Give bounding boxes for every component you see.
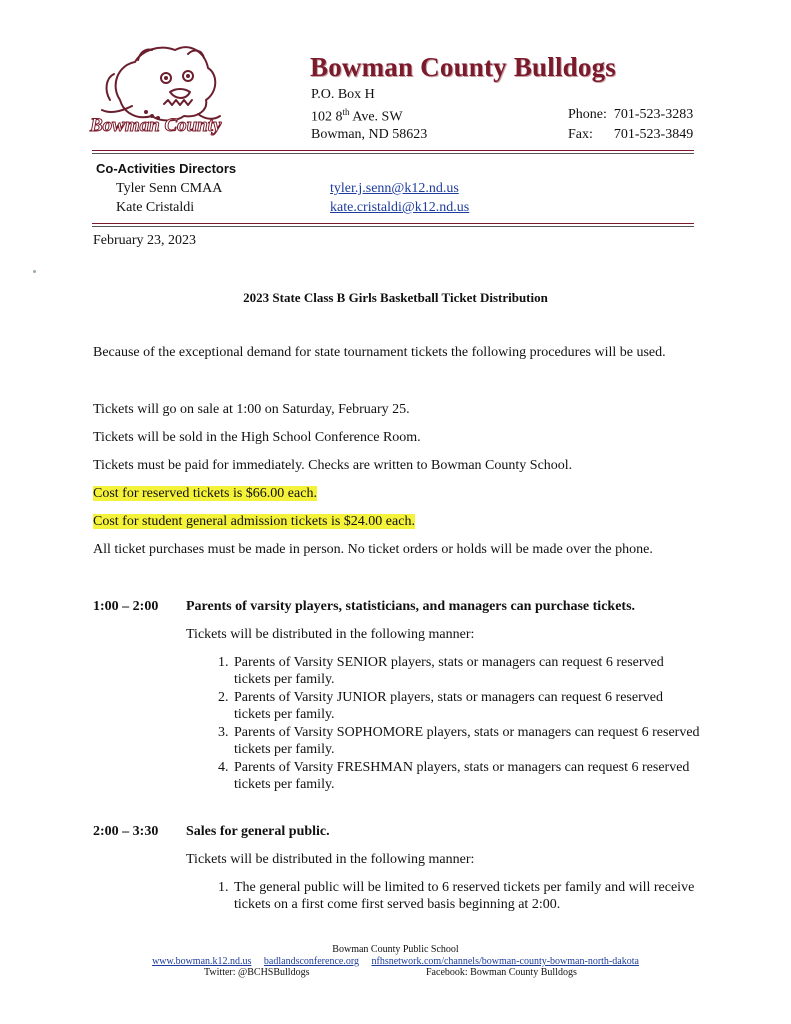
footer-twitter: Twitter: @BCHSBulldogs (204, 967, 310, 978)
list-item: 1. Parents of Varsity SENIOR players, stats or managers can request 6 reserved tickets per family. (232, 654, 702, 688)
footer-link-nfhs[interactable]: nfhsnetwork.com/channels/bowman-county-bowman-north-dakota (371, 956, 639, 967)
phone-number: 701-523-3283 (613, 107, 694, 122)
rule-reserved-cost (93, 486, 317, 502)
header-divider-top (92, 150, 694, 151)
org-name: Bowman County Bulldogs (310, 52, 616, 82)
fax-line (568, 127, 693, 143)
bulldog-logo (80, 30, 240, 140)
director-name-1: Tyler Senn CMAA (116, 181, 223, 196)
intro-paragraph: Because of the exceptional demand for state tournament tickets the following procedures will be used. (93, 345, 666, 360)
rule-sale-time: Tickets will go on sale at 1:00 on Saturday, February 25. (93, 402, 410, 417)
section-2-list (208, 879, 702, 914)
list-item: 1. The general public will be limited to 6 reserved tickets per family and will receive tickets on a first come first served basis beginning at 2:00. (232, 879, 702, 913)
list-item: 3. Parents of Varsity SOPHOMORE players, stats or managers can request 6 reserved tickets per family. (232, 724, 702, 758)
footer-link-school-site[interactable]: www.bowman.k12.nd.us (152, 956, 252, 967)
footer-school: Bowman County Public School (332, 944, 459, 955)
logo-text: Bowman County (90, 115, 222, 136)
footer-facebook: Facebook: Bowman County Bulldogs (426, 967, 577, 978)
footer-links (0, 956, 791, 967)
list-item: 2. Parents of Varsity JUNIOR players, stats or managers can request 6 reserved tickets per family. (232, 689, 702, 723)
bulldog-icon (80, 30, 240, 140)
phone-label: Phone: (568, 107, 607, 122)
header-divider-bottom (92, 153, 694, 154)
directors-divider-top (92, 223, 694, 224)
scan-speck (33, 270, 36, 273)
section-1-subheading: Tickets will be distributed in the following manner: (186, 627, 475, 642)
letter-date: February 23, 2023 (93, 233, 197, 248)
rule-payment: Tickets must be paid for immediately. Checks are written to Bowman County School. (93, 458, 573, 473)
address-line-1: P.O. Box H (311, 87, 375, 102)
address-line-2: 102 8th Ave. SW (311, 107, 403, 125)
reserved-cost-highlight: Cost for reserved tickets is $66.00 each. (93, 486, 317, 501)
director-name-2: Kate Cristaldi (116, 200, 195, 215)
section-2-heading: Sales for general public. (186, 824, 330, 839)
fax-label: Fax: (568, 127, 593, 142)
address-line-3: Bowman, ND 58623 (311, 127, 428, 142)
student-cost-highlight: Cost for student general admission tickets is $24.00 each. (93, 514, 415, 529)
fax-number: 701-523-3849 (613, 127, 694, 142)
directors-heading: Co-Activities Directors (96, 161, 237, 176)
footer-link-conference[interactable]: badlandsconference.org (263, 956, 359, 967)
section-2-time: 2:00 – 3:30 (93, 824, 159, 839)
director-email-1[interactable]: tyler.j.senn@k12.nd.us (330, 181, 459, 196)
section-1-list (208, 654, 702, 794)
phone-line (568, 107, 693, 123)
list-item: 4. Parents of Varsity FRESHMAN players, stats or managers can request 6 reserved tickets per family. (232, 759, 702, 793)
directors-divider-bottom (92, 226, 694, 227)
section-2-subheading: Tickets will be distributed in the following manner: (186, 852, 475, 867)
rule-in-person: All ticket purchases must be made in person. No ticket orders or holds will be made over the phone. (93, 542, 653, 557)
rule-student-cost (93, 514, 415, 530)
section-1-heading: Parents of varsity players, statisticians, and managers can purchase tickets. (186, 599, 636, 614)
document-title: 2023 State Class B Girls Basketball Ticket Distribution (243, 290, 548, 305)
director-email-2[interactable]: kate.cristaldi@k12.nd.us (330, 200, 470, 215)
section-1-time: 1:00 – 2:00 (93, 599, 159, 614)
rule-location: Tickets will be sold in the High School Conference Room. (93, 430, 421, 445)
